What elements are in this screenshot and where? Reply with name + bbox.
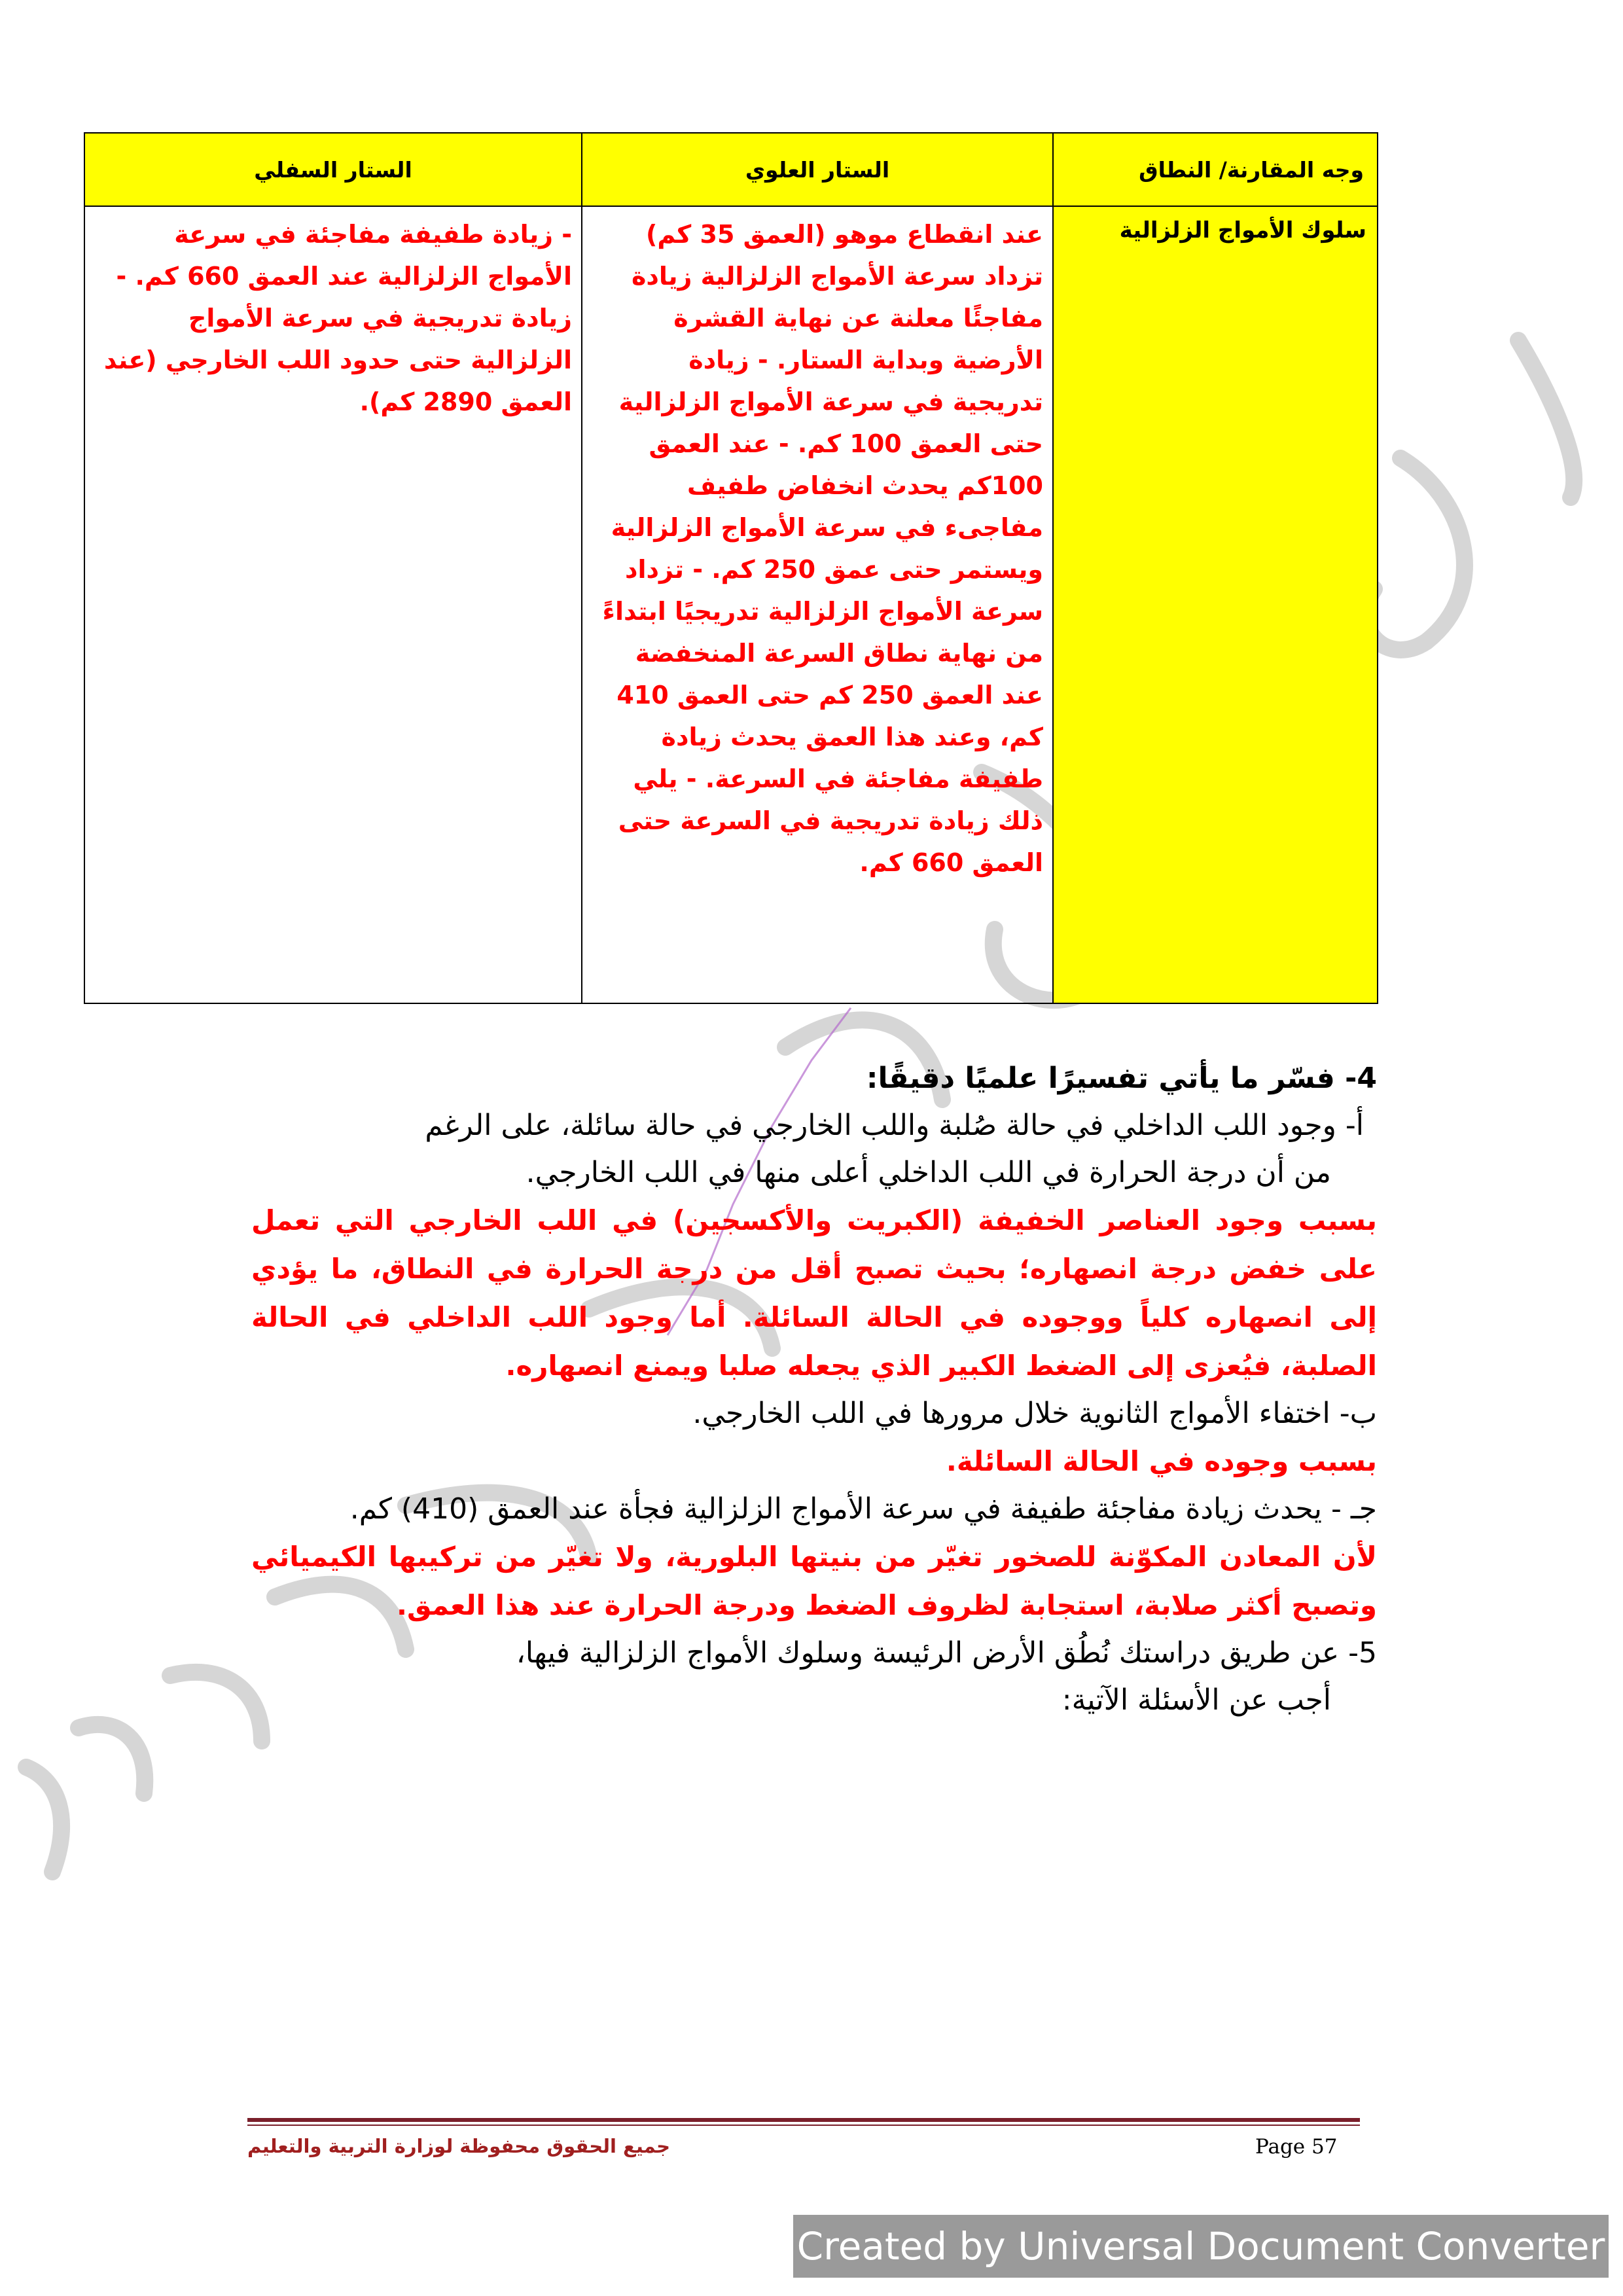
comparison-table xyxy=(84,132,1378,1004)
table-row xyxy=(84,206,1378,1003)
header-upper-mantle: الستار العلوي xyxy=(582,133,1053,206)
lower-mantle-text: - زيادة طفيفة مفاجئة في سرعة الأمواج الزلزالية عند العمق 660 كم. - زيادة تدريجية في سرعة الأمواج الزلزالية حتى حدود اللب الخارجي (عند العمق 2890 كم). xyxy=(84,206,582,1003)
footer-rule-thin xyxy=(247,2125,1360,2126)
question-4c: جـ - يحدث زيادة مفاجئة طفيفة في سرعة الأمواج الزلزالية فجأة عند العمق (410) كم. xyxy=(349,1492,1377,1526)
question-4-title: 4- فسّر ما يأتي تفسيرًا علميًا دقيقًا: xyxy=(866,1062,1377,1095)
upper-mantle-text: عند انقطاع موهو (العمق 35 كم) تزداد سرعة الأمواج الزلزالية زيادة مفاجئًا معلنة عن نهاية القشرة الأرضية وبداية الستار. - زيادة تدريجية في سرعة الأمواج الزلزالية حتى العمق 100 كم. - عند العمق 100كم يحدث انخفاض طفيف مفاجىء في سرعة الأمواج الزلزالية ويستمر حتى عمق 250 كم. - تزداد سرعة الأمواج الزلزالية تدريجيًا ابتداءً من نهاية نطاق السرعة المنخفضة عند العمق 250 كم حتى العمق 410 كم، وعند هذا العمق يحدث زيادة طفيفة مفاجئة في السرعة. - يلي ذلك زيادة تدريجية في السرعة حتى العمق 660 كم. xyxy=(582,206,1053,1003)
answer-4b: بسبب وجوده في الحالة السائلة. xyxy=(946,1445,1377,1477)
answer-4c: لأن المعادن المكوّنة للصخور تغيّر من بنيتها البلورية، ولا تغيّر من تركيبها الكيميائي وتصبح أكثر صلابة، استجابة لظروف الضغط ودرجة الحرارة عند هذا العمق. xyxy=(251,1541,1377,1621)
question-4a-line1: أ- وجود اللب الداخلي في حالة صُلبة واللب الخارجي في حالة سائلة، على الرغم xyxy=(425,1109,1364,1142)
header-lower-mantle: الستار السفلي xyxy=(84,133,582,206)
footer-copyright: جميع الحقوق محفوظة لوزارة التربية والتعليم xyxy=(247,2135,671,2157)
question-5-line1: 5- عن طريق دراستك نُطُق الأرض الرئيسة وسلوك الأمواج الزلزالية فيها، xyxy=(516,1636,1377,1670)
header-zone: وجه المقارنة/ النطاق xyxy=(1053,133,1378,206)
question-5-line2: أجب عن الأسئلة الآتية: xyxy=(1061,1683,1331,1717)
table-header-row xyxy=(84,133,1378,206)
row-label-seismic-behavior: سلوك الأمواج الزلزالية xyxy=(1053,206,1378,1003)
converter-banner: Created by Universal Document Converter xyxy=(793,2215,1609,2278)
footer-rule-thick xyxy=(247,2118,1360,2122)
question-4-block xyxy=(251,1055,1377,1724)
answer-4a: بسبب وجود العناصر الخفيفة (الكبريت والأكسجين) في اللب الخارجي التي تعمل على خفض درجة انصهاره؛ بحيث تصبح أقل من درجة الحرارة في النطاق، ما يؤدي إلى انصهاره كلياً ووجوده في الحالة السائلة. أما وجود اللب الداخلي في الحالة الصلبة، فيُعزى إلى الضغط الكبير الذي يجعله صلبا ويمنع انصهاره. xyxy=(251,1204,1377,1382)
question-4b: ب- اختفاء الأمواج الثانوية خلال مرورها في اللب الخارجي. xyxy=(692,1397,1377,1430)
question-4a-line2: من أن درجة الحرارة في اللب الداخلي أعلى منها في اللب الخارجي. xyxy=(526,1156,1331,1189)
footer-page-number: Page 57 xyxy=(1255,2135,1338,2159)
